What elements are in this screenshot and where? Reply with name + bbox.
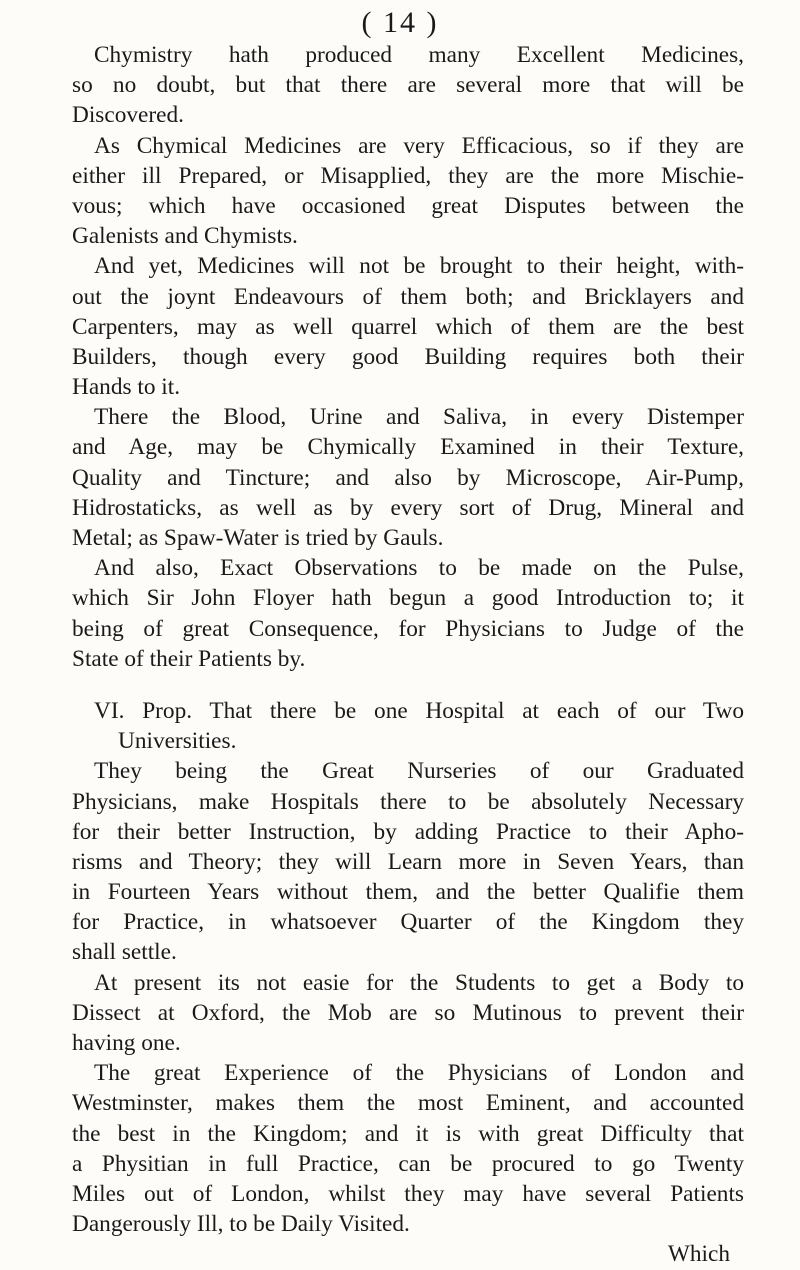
page-number: ( 14 ) (361, 6, 439, 39)
text-line: for Practice, in whatsoever Quarter of the Kingdom they (72, 909, 744, 936)
section-gap (72, 674, 744, 696)
catchword: Which (667, 1241, 730, 1268)
text-line: in Fourteen Years without them, and the better Qualifie them (72, 879, 744, 906)
text-line: and Age, may be Chymically Examined in their Texture, (72, 434, 744, 461)
text-line: being of great Consequence, for Physicians to Judge of the (72, 615, 744, 642)
text-line: Quality and Tincture; and also by Microscope, Air-Pump, (72, 464, 744, 491)
text-line: And yet, Medicines will not be brought to their height, with- (94, 253, 744, 280)
text-line: Universities. (118, 728, 237, 755)
text-line: Westminster, makes them the most Eminent, and accounted (72, 1090, 744, 1117)
text-line: VI. Prop. That there be one Hospital at each of our Two (94, 697, 744, 724)
text-line: Discovered. (72, 102, 184, 129)
text-line: Physicians, make Hospitals there to be absolutely Necessary (72, 788, 744, 815)
text-line: There the Blood, Urine and Saliva, in every Distemper (94, 404, 744, 431)
text-line: which Sir John Floyer hath begun a good Introduction to; it (72, 585, 744, 612)
text-line: Galenists and Chymists. (72, 223, 298, 250)
text-line: risms and Theory; they will Learn more in Seven Years, than (72, 848, 744, 875)
text-line: either ill Prepared, or Misapplied, they are the more Mischie- (72, 162, 744, 189)
text-line: so no doubt, but that there are several more that will be (72, 72, 744, 99)
text-line: Hidrostaticks, as well as by every sort of Drug, Mineral and (72, 494, 744, 521)
text-line: Builders, though every good Building requires both their (72, 343, 744, 370)
text-line: for their better Instruction, by adding Practice to their Apho- (72, 818, 744, 845)
text-line: The great Experience of the Physicians of London and (94, 1060, 744, 1087)
text-line: a Physitian in full Practice, can be procured to go Twenty (72, 1150, 744, 1177)
text-line: Chymistry hath produced many Excellent Medicines, (94, 42, 744, 68)
text-line: They being the Great Nurseries of our Graduated (94, 758, 744, 785)
body-text (72, 40, 744, 1270)
text-line: Dangerously Ill, to be Daily Visited. (72, 1211, 410, 1238)
text-line: Carpenters, may as well quarrel which of them are the best (72, 313, 744, 340)
text-line: shall settle. (72, 939, 177, 966)
text-line: And also, Exact Observations to be made on the Pulse, (94, 555, 744, 582)
text-line: out the joynt Endeavours of them both; and Bricklayers and (72, 283, 744, 310)
text-line: the best in the Kingdom; and it is with great Difficulty that (72, 1120, 744, 1147)
text-line: Metal; as Spaw-Water is tried by Gauls. (72, 525, 444, 551)
text-line: State of their Patients by. (72, 645, 306, 672)
text-line: vous; which have occasioned great Disputes between the (72, 192, 744, 219)
text-line: At present its not easie for the Students to get a Body to (94, 969, 744, 996)
text-line: As Chymical Medicines are very Efficacious, so if they are (94, 132, 744, 159)
text-line: Hands to it. (72, 374, 181, 401)
text-line: Miles out of London, whilst they may have several Patients (72, 1180, 744, 1207)
text-line: having one. (72, 1030, 181, 1056)
text-line: Dissect at Oxford, the Mob are so Mutinous to prevent their (72, 999, 744, 1026)
